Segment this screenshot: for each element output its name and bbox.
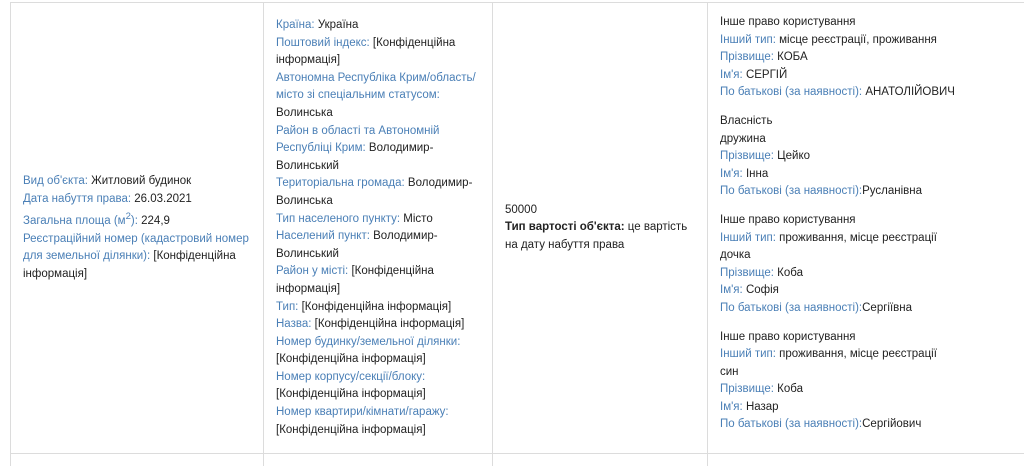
cost-amount: 50000 bbox=[505, 202, 695, 220]
total-area-label: Загальна площа $(м^2)$: bbox=[23, 215, 138, 227]
address-value: [Конфіденційна інформація] bbox=[276, 424, 426, 436]
property-row bbox=[11, 3, 1024, 454]
patronymic-value: Сергіївна bbox=[862, 302, 912, 314]
name-line bbox=[720, 399, 1024, 417]
right-type-line bbox=[720, 212, 1024, 230]
acquisition-date-line bbox=[23, 191, 251, 209]
cost-type-line bbox=[505, 219, 695, 254]
address-line bbox=[276, 228, 480, 263]
right-type: Інше право користування bbox=[720, 331, 856, 343]
address-label: Автономна Республіка Крим/область/місто зі спеціальним статусом: bbox=[276, 72, 476, 102]
surname-value: Коба bbox=[777, 267, 803, 279]
total-area-value: 224,9 bbox=[141, 215, 170, 227]
address-label: Номер корпусу/секції/блоку: bbox=[276, 371, 425, 383]
rights-list bbox=[720, 14, 1024, 434]
address-label: Населений пункт: bbox=[276, 230, 370, 242]
surname-line bbox=[720, 148, 1024, 166]
relation: дочка bbox=[720, 249, 751, 261]
name-line bbox=[720, 67, 1024, 85]
other-type-label: Інший тип: bbox=[720, 232, 776, 244]
right-type: Інше право користування bbox=[720, 214, 856, 226]
right-holder-entry bbox=[720, 212, 1024, 318]
patronymic-label: По батькові (за наявності): bbox=[720, 418, 862, 430]
relation: син bbox=[720, 366, 739, 378]
surname-label: Прізвище: bbox=[720, 267, 774, 279]
patronymic-label: По батькові (за наявності): bbox=[720, 86, 862, 98]
surname-value: Коба bbox=[777, 383, 803, 395]
address-value: Володимир-Волинський bbox=[276, 230, 438, 260]
patronymic-value: АНАТОЛІЙОВИЧ bbox=[865, 86, 955, 98]
patronymic-value: Сергійович bbox=[862, 418, 921, 430]
other-type-line bbox=[720, 32, 1024, 50]
name-value: Назар bbox=[746, 401, 779, 413]
address-value: Володимир-Волинський bbox=[276, 142, 433, 172]
relation-line bbox=[720, 247, 1024, 265]
surname-line bbox=[720, 49, 1024, 67]
address-value: [Конфіденційна інформація] bbox=[276, 388, 426, 400]
right-type: Інше право користування bbox=[720, 16, 856, 28]
surname-label: Прізвище: bbox=[720, 51, 774, 63]
address-list bbox=[276, 3, 480, 453]
address-line bbox=[276, 211, 480, 229]
right-type-line bbox=[720, 329, 1024, 347]
address-line bbox=[276, 263, 480, 298]
property-table bbox=[10, 2, 1024, 466]
object-type-label: Вид об'єкта: bbox=[23, 175, 88, 187]
address-label: Назва: bbox=[276, 318, 311, 330]
address-label: Район у місті: bbox=[276, 265, 348, 277]
name-line bbox=[720, 166, 1024, 184]
address-value: [Конфіденційна інформація] bbox=[276, 265, 434, 295]
address-label: Територіальна громада: bbox=[276, 177, 405, 189]
address-label: Номер будинку/земельної ділянки: bbox=[276, 336, 460, 348]
name-line bbox=[720, 282, 1024, 300]
surname-label: Прізвище: bbox=[720, 150, 774, 162]
relation-line bbox=[720, 364, 1024, 382]
name-label: Ім'я: bbox=[720, 401, 743, 413]
cost-cell bbox=[493, 3, 708, 454]
object-info-cell bbox=[11, 3, 264, 454]
surname-value: КОБА bbox=[777, 51, 807, 63]
address-value: Україна bbox=[318, 19, 359, 31]
next-row-cell bbox=[264, 454, 493, 466]
cost-type-value: це вартість на дату набуття права bbox=[505, 221, 687, 251]
address-line bbox=[276, 175, 480, 210]
address-label: Тип населеного пункту: bbox=[276, 213, 400, 225]
next-row-cell bbox=[493, 454, 708, 466]
next-row-cell bbox=[11, 454, 264, 466]
address-label: Район в області та Автономній Республіці Крим: bbox=[276, 125, 439, 155]
surname-value: Цейко bbox=[777, 150, 810, 162]
address-line bbox=[276, 299, 480, 317]
address-line bbox=[276, 334, 480, 369]
patronymic-line bbox=[720, 183, 1024, 201]
patronymic-label: По батькові (за наявності): bbox=[720, 185, 862, 197]
patronymic-line bbox=[720, 84, 1024, 102]
acquisition-date-value: 26.03.2021 bbox=[134, 193, 192, 205]
other-type-value: місце реєстрації, проживання bbox=[779, 34, 937, 46]
address-value: Володимир-Волинська bbox=[276, 177, 472, 207]
address-label: Країна: bbox=[276, 19, 315, 31]
patronymic-line bbox=[720, 300, 1024, 318]
total-area-line bbox=[23, 208, 251, 230]
other-type-value: проживання, місце реєстрації bbox=[779, 232, 937, 244]
name-value: Інна bbox=[746, 168, 768, 180]
object-type-value: Житловий будинок bbox=[91, 175, 191, 187]
name-value: Софія bbox=[746, 284, 779, 296]
address-line bbox=[276, 123, 480, 176]
rights-cell bbox=[708, 3, 1024, 454]
right-holder-entry bbox=[720, 14, 1024, 102]
object-type-line bbox=[23, 173, 251, 191]
address-line bbox=[276, 404, 480, 439]
address-value: Місто bbox=[403, 213, 432, 225]
address-label: Тип: bbox=[276, 301, 298, 313]
patronymic-value: Русланівна bbox=[862, 185, 922, 197]
surname-label: Прізвище: bbox=[720, 383, 774, 395]
acquisition-date-label: Дата набуття права: bbox=[23, 193, 131, 205]
name-label: Ім'я: bbox=[720, 284, 743, 296]
other-type-label: Інший тип: bbox=[720, 34, 776, 46]
address-line bbox=[276, 369, 480, 404]
next-row-cell bbox=[708, 454, 1024, 466]
right-holder-entry bbox=[720, 329, 1024, 435]
name-label: Ім'я: bbox=[720, 69, 743, 81]
address-label: Поштовий індекс: bbox=[276, 37, 370, 49]
registration-number-line bbox=[23, 231, 251, 284]
relation: дружина bbox=[720, 133, 766, 145]
relation-line bbox=[720, 131, 1024, 149]
address-value: [Конфіденційна інформація] bbox=[276, 37, 455, 67]
address-value: [Конфіденційна інформація] bbox=[315, 318, 465, 330]
address-line bbox=[276, 70, 480, 123]
name-value: СЕРГІЙ bbox=[746, 69, 787, 81]
address-label: Номер квартири/кімнати/гаражу: bbox=[276, 406, 449, 418]
right-type-line bbox=[720, 14, 1024, 32]
right-holder-entry bbox=[720, 113, 1024, 201]
next-row bbox=[11, 454, 1024, 466]
address-line bbox=[276, 35, 480, 70]
address-value: [Конфіденційна інформація] bbox=[276, 353, 426, 365]
surname-line bbox=[720, 265, 1024, 283]
cost-type-label: Тип вартості об'єкта: bbox=[505, 221, 625, 233]
patronymic-label: По батькові (за наявності): bbox=[720, 302, 862, 314]
other-type-line bbox=[720, 230, 1024, 248]
patronymic-line bbox=[720, 416, 1024, 434]
registration-number-value: [Конфіденційна інформація] bbox=[23, 250, 236, 280]
right-type-line bbox=[720, 113, 1024, 131]
surname-line bbox=[720, 381, 1024, 399]
address-line bbox=[276, 316, 480, 334]
other-type-value: проживання, місце реєстрації bbox=[779, 348, 937, 360]
name-label: Ім'я: bbox=[720, 168, 743, 180]
address-value: Волинська bbox=[276, 107, 333, 119]
registration-number-label: Реєстраційний номер (кадастровий номер для земельної ділянки): bbox=[23, 233, 249, 263]
other-type-line bbox=[720, 346, 1024, 364]
address-line bbox=[276, 17, 480, 35]
other-type-label: Інший тип: bbox=[720, 348, 776, 360]
right-type: Власність bbox=[720, 115, 772, 127]
address-value: [Конфіденційна інформація] bbox=[302, 301, 452, 313]
address-cell bbox=[264, 3, 493, 454]
